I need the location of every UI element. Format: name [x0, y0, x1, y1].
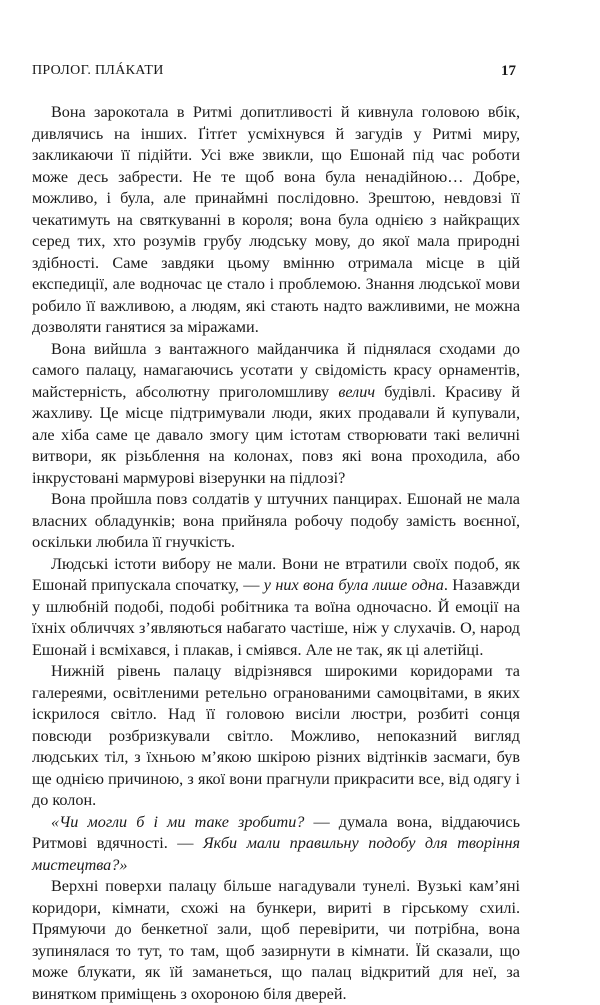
thought-paragraph	[32, 812, 520, 877]
paragraph	[32, 876, 520, 1005]
page-number: 17	[501, 63, 516, 79]
text-segment: — думала вона, віддаючись Ритмові вдячності. —	[32, 812, 520, 852]
text-segment: Вона зарокотала в Ритмі допитливості й кивнула головою вбік, дивлячись на інших. Ґітґет усміхнувся й загудів у Ритмі миру, закликаючи її підійти. Усі вже звикли, що Ешонай під час роботи може десь забрести. Не те щоб вона була ненадійною… Добре, можливо, і була, але принаймні послідовно. Зрештою, невдовзі її чекатимуть на святкуванні в короля; вона була однією з найкращих серед тих, хто розумів грубу людську мову, до якої мала природні здібності. Саме завдяки цьому вмінню отримала місце в цій експедиції, але водночас це стало і проблемою. Знання людської мови робило її важливою, а людям, які стають надто важливими, не можна дозволяти ганятися за міражами.	[32, 103, 520, 336]
text-segment: Вона пройшла повз солдатів у штучних панцирах. Ешонай не мала власних обладунків; вона прийняла робочу подобу замість воєнної, оскільки любила її гнучкість.	[32, 490, 520, 551]
page-header	[32, 63, 516, 83]
text-segment: будівлі. Красиву й жахливу. Це місце підтримували люди, яких продавали й купували, але хіба саме це давало змогу цим істотам створювати такі величні витвори, як різьблення на колонах, повз які вона проходила, або інкрустовані мармурові візерунки на підлозі?	[32, 382, 521, 487]
running-head: ПРОЛОГ. ПЛÁКАТИ	[32, 63, 164, 78]
italic-segment: велич	[338, 382, 376, 401]
paragraph	[32, 554, 520, 662]
paragraph	[32, 102, 520, 339]
text-segment: Вона вийшла з вантажного майданчика й піднялася сходами до самого палацу, намагаючись усотати у свідомість красу орнаментів, майстерність, абсолютну приголомшливу	[32, 339, 520, 401]
text-segment: Верхні поверхи палацу більше нагадували тунелі. Вузькі кам’яні коридори, кімнати, схожі на бункери, вириті в гірському схилі. Прямуючи до бенкетної зали, щоб перевірити, чи потрібна, вона зупинялася то тут, то там, щоб зазирнути в кімнати. Їй сказали, що може блукати, як їй заманеться, що палац відкритий для неї, за винятком приміщень з охороною біля дверей.	[32, 877, 520, 1003]
body-text	[32, 102, 520, 1005]
paragraph	[32, 489, 520, 554]
italic-segment: «Чи могли б і ми таке зробити?	[51, 812, 305, 831]
italic-segment: у них вона була лише одна	[263, 576, 444, 594]
paragraph	[32, 339, 520, 490]
text-segment: Нижній рівень палацу відрізнявся широкими коридорами та галереями, освітленими ретельно огранованими самоцвітами, в яких іскрилося світло. Над її головою висіли люстри, розбиті сонця повсюди розбризкували світло. Можливо, непоказний вигляд людських тіл, з їхньою м’якою шкірою різних відтінків засмаги, був ще однією причиною, з якої вони прагнули прикрасити все, від одягу і до колон.	[32, 662, 520, 809]
italic-segment: Якби мали правильну подобу для творіння мистецтва?»	[32, 834, 520, 874]
text-segment: . Назавжди у шлюбній подобі, подобі робітника та воїна одночасно. Й емоції на їхніх обличчях з’являються набагато частіше, ніж у слухачів. О, народ Ешонай і всміхався, і плакав, і сміявся. Але не так, як ці алетійці.	[32, 576, 520, 659]
paragraph	[32, 661, 520, 812]
text-segment: Людські істоти вибору не мали. Вони не втратили своїх подоб, як Ешонай припускала спочатку, —	[32, 554, 520, 594]
